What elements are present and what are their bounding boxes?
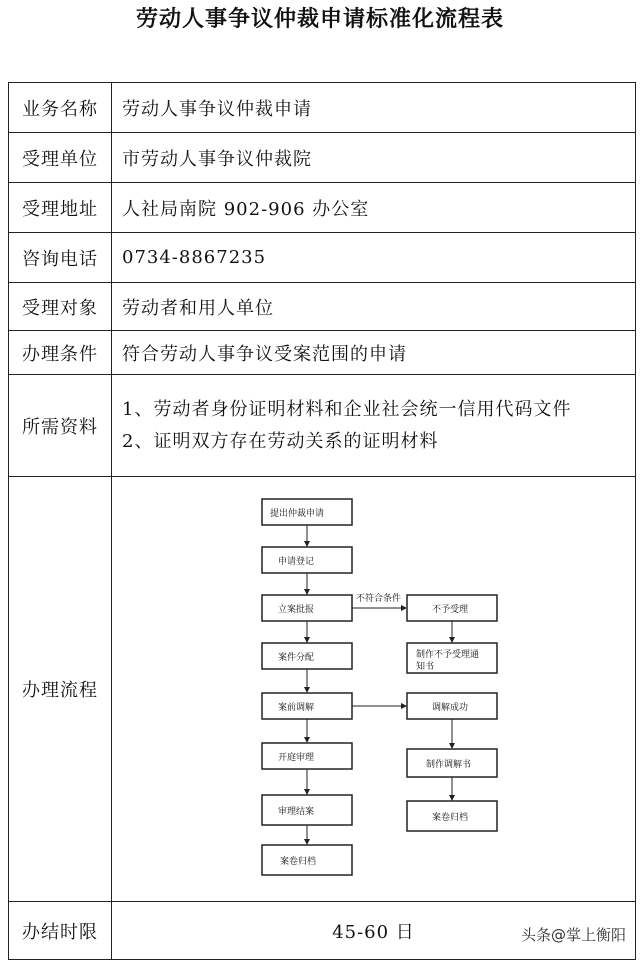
label-target: 受理对象 [9, 283, 112, 331]
flow-step [262, 845, 352, 875]
value-materials [112, 375, 636, 477]
flow-step-label: 立案批报 [278, 605, 315, 615]
row-target [9, 283, 636, 331]
flow-step-mediation [407, 801, 497, 831]
row-process [9, 477, 636, 902]
watermark-prefix: 头条 [520, 926, 551, 944]
label-address: 受理地址 [9, 183, 112, 233]
label-phone: 咨询电话 [9, 233, 112, 283]
label-process: 办理流程 [9, 477, 112, 902]
watermark [521, 924, 626, 945]
flow-step-label: 案卷归档 [432, 813, 469, 823]
flowchart [112, 477, 636, 901]
value-target: 劳动者和用人单位 [112, 283, 636, 331]
flow-step-label: 调解成功 [432, 703, 469, 713]
label-accepting-unit: 受理单位 [9, 133, 112, 183]
flow-step-mediation [407, 693, 497, 719]
flowchart-cell [112, 477, 636, 902]
flow-step-label: 案前调解 [278, 703, 315, 713]
flow-step-label: 知书 [416, 662, 435, 672]
flow-step-mediation [407, 749, 497, 777]
row-materials [9, 375, 636, 477]
flow-step [262, 595, 352, 621]
row-conditions [9, 331, 636, 375]
flow-step-label: 案件分配 [278, 653, 315, 663]
value-time-limit: 45-60 日 [112, 902, 636, 960]
value-phone: 0734-8867235 [112, 233, 636, 283]
reject-condition-label: 不符合条件 [356, 594, 402, 604]
flow-step-label: 不予受理 [432, 605, 469, 615]
flow-step-label: 提出仲裁申请 [270, 509, 325, 519]
flow-step-label: 申请登记 [278, 557, 315, 567]
process-table [8, 82, 636, 960]
flow-step [262, 499, 352, 525]
flow-step [262, 795, 352, 825]
label-conditions: 办理条件 [9, 331, 112, 375]
value-business-name: 劳动人事争议仲裁申请 [112, 83, 636, 133]
flow-step-reject-notice [407, 643, 497, 673]
flow-step [262, 643, 352, 669]
row-business-name [9, 83, 636, 133]
material-item: 1、劳动者身份证明材料和企业社会统一信用代码文件 [122, 398, 572, 420]
label-materials: 所需资料 [9, 375, 112, 477]
value-conditions: 符合劳动人事争议受案范围的申请 [112, 331, 636, 375]
flow-step-label: 审理结案 [278, 807, 315, 817]
page-title: 劳动人事争议仲裁申请标准化流程表 [135, 6, 504, 32]
value-address: 人社局南院 902-906 办公室 [112, 183, 636, 233]
watermark-at: @ [550, 926, 566, 944]
flow-step-reject [407, 595, 497, 621]
flow-step [262, 693, 352, 719]
label-time-limit: 办结时限 [9, 902, 112, 960]
row-address [9, 183, 636, 233]
flow-step-label: 开庭审理 [278, 753, 315, 763]
material-item: 2、证明双方存在劳动关系的证明材料 [122, 430, 439, 452]
flow-step [262, 547, 352, 573]
flow-step-label: 案卷归档 [280, 857, 317, 867]
row-phone [9, 233, 636, 283]
label-business-name: 业务名称 [9, 83, 112, 133]
flow-step-label: 制作不予受理通 [416, 650, 480, 660]
flow-step [262, 743, 352, 769]
watermark-account: 掌上衡阳 [565, 926, 626, 944]
value-accepting-unit: 市劳动人事争议仲裁院 [112, 133, 636, 183]
flow-step-label: 制作调解书 [426, 760, 472, 770]
row-accepting-unit [9, 133, 636, 183]
